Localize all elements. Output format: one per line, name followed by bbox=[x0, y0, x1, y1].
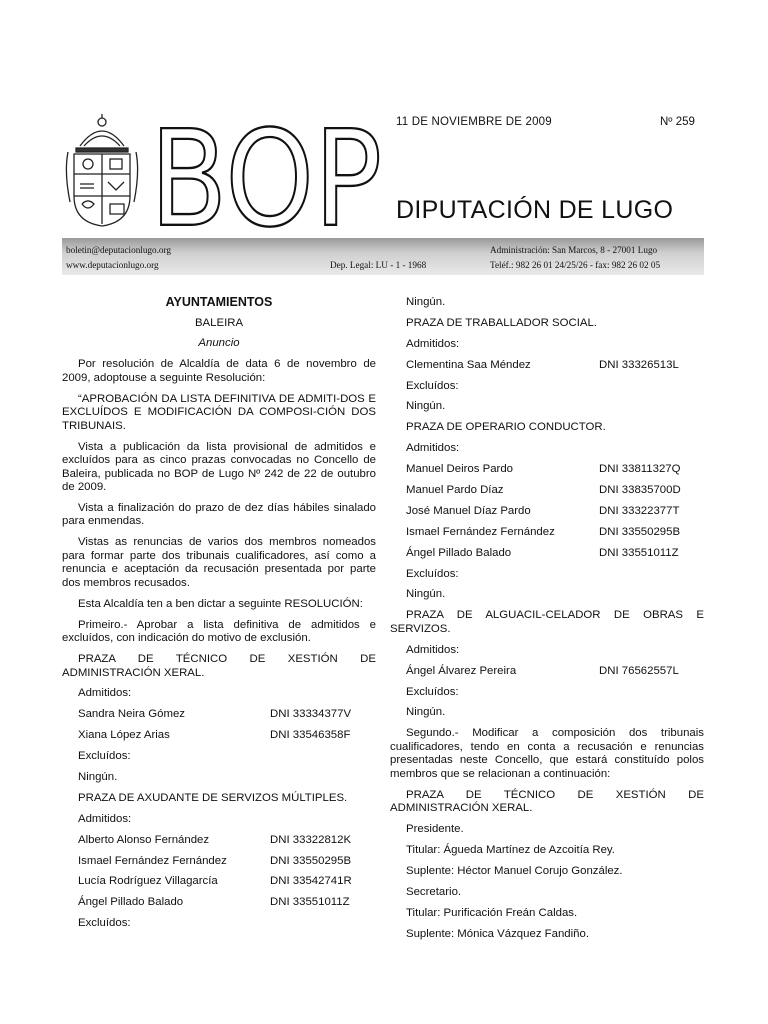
candidate-dni: DNI 33835700D bbox=[599, 484, 681, 497]
list-empty: Ningún. bbox=[406, 588, 446, 601]
left-column bbox=[62, 296, 376, 938]
list-label: Excluídos: bbox=[78, 750, 131, 763]
list-label: Admitidos: bbox=[406, 442, 460, 455]
member-line: Titular: Águeda Martínez de Azcoitía Rey. bbox=[406, 843, 615, 856]
list-empty: Ningún. bbox=[406, 706, 446, 719]
list-label: Excluídos: bbox=[406, 567, 459, 580]
paragraph: Vista a finalización do prazo de dez días hábiles sinalado para enmendas. bbox=[62, 501, 376, 528]
coat-of-arms-icon bbox=[62, 112, 142, 230]
candidate-dni: DNI 33550295B bbox=[599, 525, 681, 538]
list-empty: Ningún. bbox=[78, 770, 118, 783]
position-title: PRAZA DE OPERARIO CONDUCTOR. bbox=[406, 421, 606, 434]
role-label: Presidente. bbox=[406, 823, 464, 836]
list-item bbox=[62, 855, 376, 869]
candidate-dni: DNI 33551011Z bbox=[270, 896, 350, 909]
list-label: Excluídos: bbox=[406, 685, 459, 698]
candidate-dni: DNI 33811327Q bbox=[599, 463, 681, 476]
list-label: Admitidos: bbox=[406, 337, 460, 350]
candidate-name: Ismael Fernández Fernández bbox=[406, 525, 555, 538]
candidate-dni: DNI 33322377T bbox=[599, 504, 680, 517]
section-heading: AYUNTAMIENTOS bbox=[165, 295, 273, 309]
paragraph: PRAZA DE AXUDANTE DE SERVIZOS MÚLTIPLES. bbox=[78, 791, 348, 804]
list-empty: Ningún. bbox=[406, 296, 446, 308]
bop-logo-text: BOP bbox=[150, 101, 382, 232]
candidate-name: Xiana López Arias bbox=[78, 729, 170, 742]
candidate-dni: DNI 33550295B bbox=[270, 854, 352, 867]
paragraph: PRAZA DE TÉCNICO DE XESTIÓN DE ADMINISTRACIÓN XERAL. bbox=[62, 653, 376, 679]
list-item bbox=[62, 834, 376, 848]
list-item bbox=[390, 484, 704, 498]
candidate-dni: DNI 33546358F bbox=[270, 729, 351, 742]
candidate-name: Manuel Pardo Díaz bbox=[406, 484, 504, 497]
paragraph: Segundo.- Modificar a composición dos tribunais cualificadores, tendo en conta a recusación e renuncias presentadas neste Concello, que estará constituído polos membros que se relacionan a continuación: bbox=[390, 727, 704, 780]
position-title: PRAZA DE ALGUACIL-CELADOR DE OBRAS E SERVIZOS. bbox=[390, 609, 704, 635]
candidate-name: Alberto Alonso Fernández bbox=[78, 833, 210, 846]
candidate-dni: DNI 33542741R bbox=[270, 875, 352, 888]
candidate-dni: DNI 33326513L bbox=[599, 358, 679, 371]
candidate-name: Manuel Deiros Pardo bbox=[406, 463, 513, 476]
website-link[interactable]: www.deputacionlugo.org bbox=[66, 260, 159, 270]
list-label: Excluídos: bbox=[78, 917, 131, 930]
list-label: Excluídos: bbox=[406, 379, 459, 392]
list-item bbox=[62, 896, 376, 910]
town-name: BALEIRA bbox=[194, 316, 244, 329]
paragraph: Por resolución de Alcaldía de data 6 de novembro de 2009, adoptouse a seguinte Resolución: bbox=[62, 358, 376, 384]
list-item bbox=[390, 547, 704, 561]
list-item bbox=[62, 708, 376, 722]
candidate-name: José Manuel Díaz Pardo bbox=[406, 504, 531, 517]
candidate-name: Sandra Neira Gómez bbox=[78, 708, 185, 721]
list-item bbox=[390, 505, 704, 519]
candidate-dni: DNI 33334377V bbox=[270, 708, 352, 721]
candidate-dni: DNI 33322812K bbox=[270, 833, 352, 846]
candidate-dni: DNI 76562557L bbox=[599, 664, 679, 677]
candidate-name: Ismael Fernández Fernández bbox=[78, 854, 227, 867]
member-line: Titular: Purificación Freán Caldas. bbox=[406, 906, 578, 919]
email-link[interactable]: boletin@deputacionlugo.org bbox=[66, 245, 171, 255]
list-item bbox=[390, 463, 704, 477]
position-title: PRAZA DE TRABALLADOR SOCIAL. bbox=[406, 316, 597, 329]
contact-bar bbox=[62, 238, 704, 275]
phone-fax: Teléf.: 982 26 01 24/25/26 - fax: 982 26 02 05 bbox=[490, 260, 661, 270]
candidate-name: Ángel Pillado Balado bbox=[78, 896, 184, 909]
member-line: Suplente: Héctor Manuel Corujo González. bbox=[406, 864, 623, 877]
list-label: Admitidos: bbox=[406, 643, 460, 656]
legal-deposit: Dep. Legal: LU - 1 - 1968 bbox=[330, 260, 427, 270]
list-item bbox=[390, 526, 704, 540]
right-column bbox=[390, 296, 704, 948]
paragraph: Vista a publicación da lista provisional de admitidos e excluídos para as cinco prazas convocadas no Concello de Baleira, publicada no BOP de Lugo Nº 242 de 22 de outubro de 2009. bbox=[62, 440, 376, 494]
candidate-name: Lucía Rodríguez Villagarcía bbox=[78, 875, 218, 888]
list-item bbox=[390, 359, 704, 373]
list-label: Admitidos: bbox=[78, 812, 132, 825]
list-label: Admitidos: bbox=[78, 687, 132, 700]
list-item bbox=[390, 665, 704, 679]
address: Administración: San Marcos, 8 - 27001 Lugo bbox=[490, 245, 658, 255]
position-title: PRAZA DE TÉCNICO DE XESTIÓN DE ADMINISTRACIÓN XERAL. bbox=[390, 788, 704, 815]
candidate-name: Ángel Álvarez Pereira bbox=[406, 664, 517, 677]
publisher-name: DIPUTACIÓN DE LUGO bbox=[396, 196, 674, 224]
candidate-name: Clementina Saa Méndez bbox=[406, 358, 531, 371]
paragraph: Vistas as renuncias de varios dos membros nomeados para formar parte dos tribunais cualificadores, así como a renuncia e aceptación da recusación presentada por parte dos membros recusados. bbox=[62, 536, 376, 589]
role-label: Secretario. bbox=[406, 885, 462, 898]
list-empty: Ningún. bbox=[406, 400, 446, 413]
list-item bbox=[62, 875, 376, 889]
paragraph: “APROBACIÓN DA LISTA DEFINITIVA DE ADMITI-DOS E EXCLUÍDOS E MODIFICACIÓN DA COMPOSI-CIÓN DOS TRIBUNAIS. bbox=[62, 392, 376, 432]
paragraph: Esta Alcaldía ten a ben dictar a seguinte RESOLUCIÓN: bbox=[78, 597, 363, 610]
member-line: Suplente: Mónica Vázquez Fandiño. bbox=[406, 927, 590, 940]
list-item bbox=[62, 729, 376, 743]
issue-number: Nº 259 bbox=[660, 116, 695, 128]
issue-date: 11 DE NOVIEMBRE DE 2009 bbox=[396, 116, 552, 128]
notice-type: Anuncio bbox=[198, 337, 240, 350]
candidate-name: Ángel Pillado Balado bbox=[406, 546, 512, 559]
paragraph: Primeiro.- Aprobar a lista definitiva de admitidos e excluídos, con indicación do motivo de exclusión. bbox=[62, 618, 376, 645]
candidate-dni: DNI 33551011Z bbox=[599, 546, 679, 559]
bop-logo bbox=[150, 100, 382, 232]
